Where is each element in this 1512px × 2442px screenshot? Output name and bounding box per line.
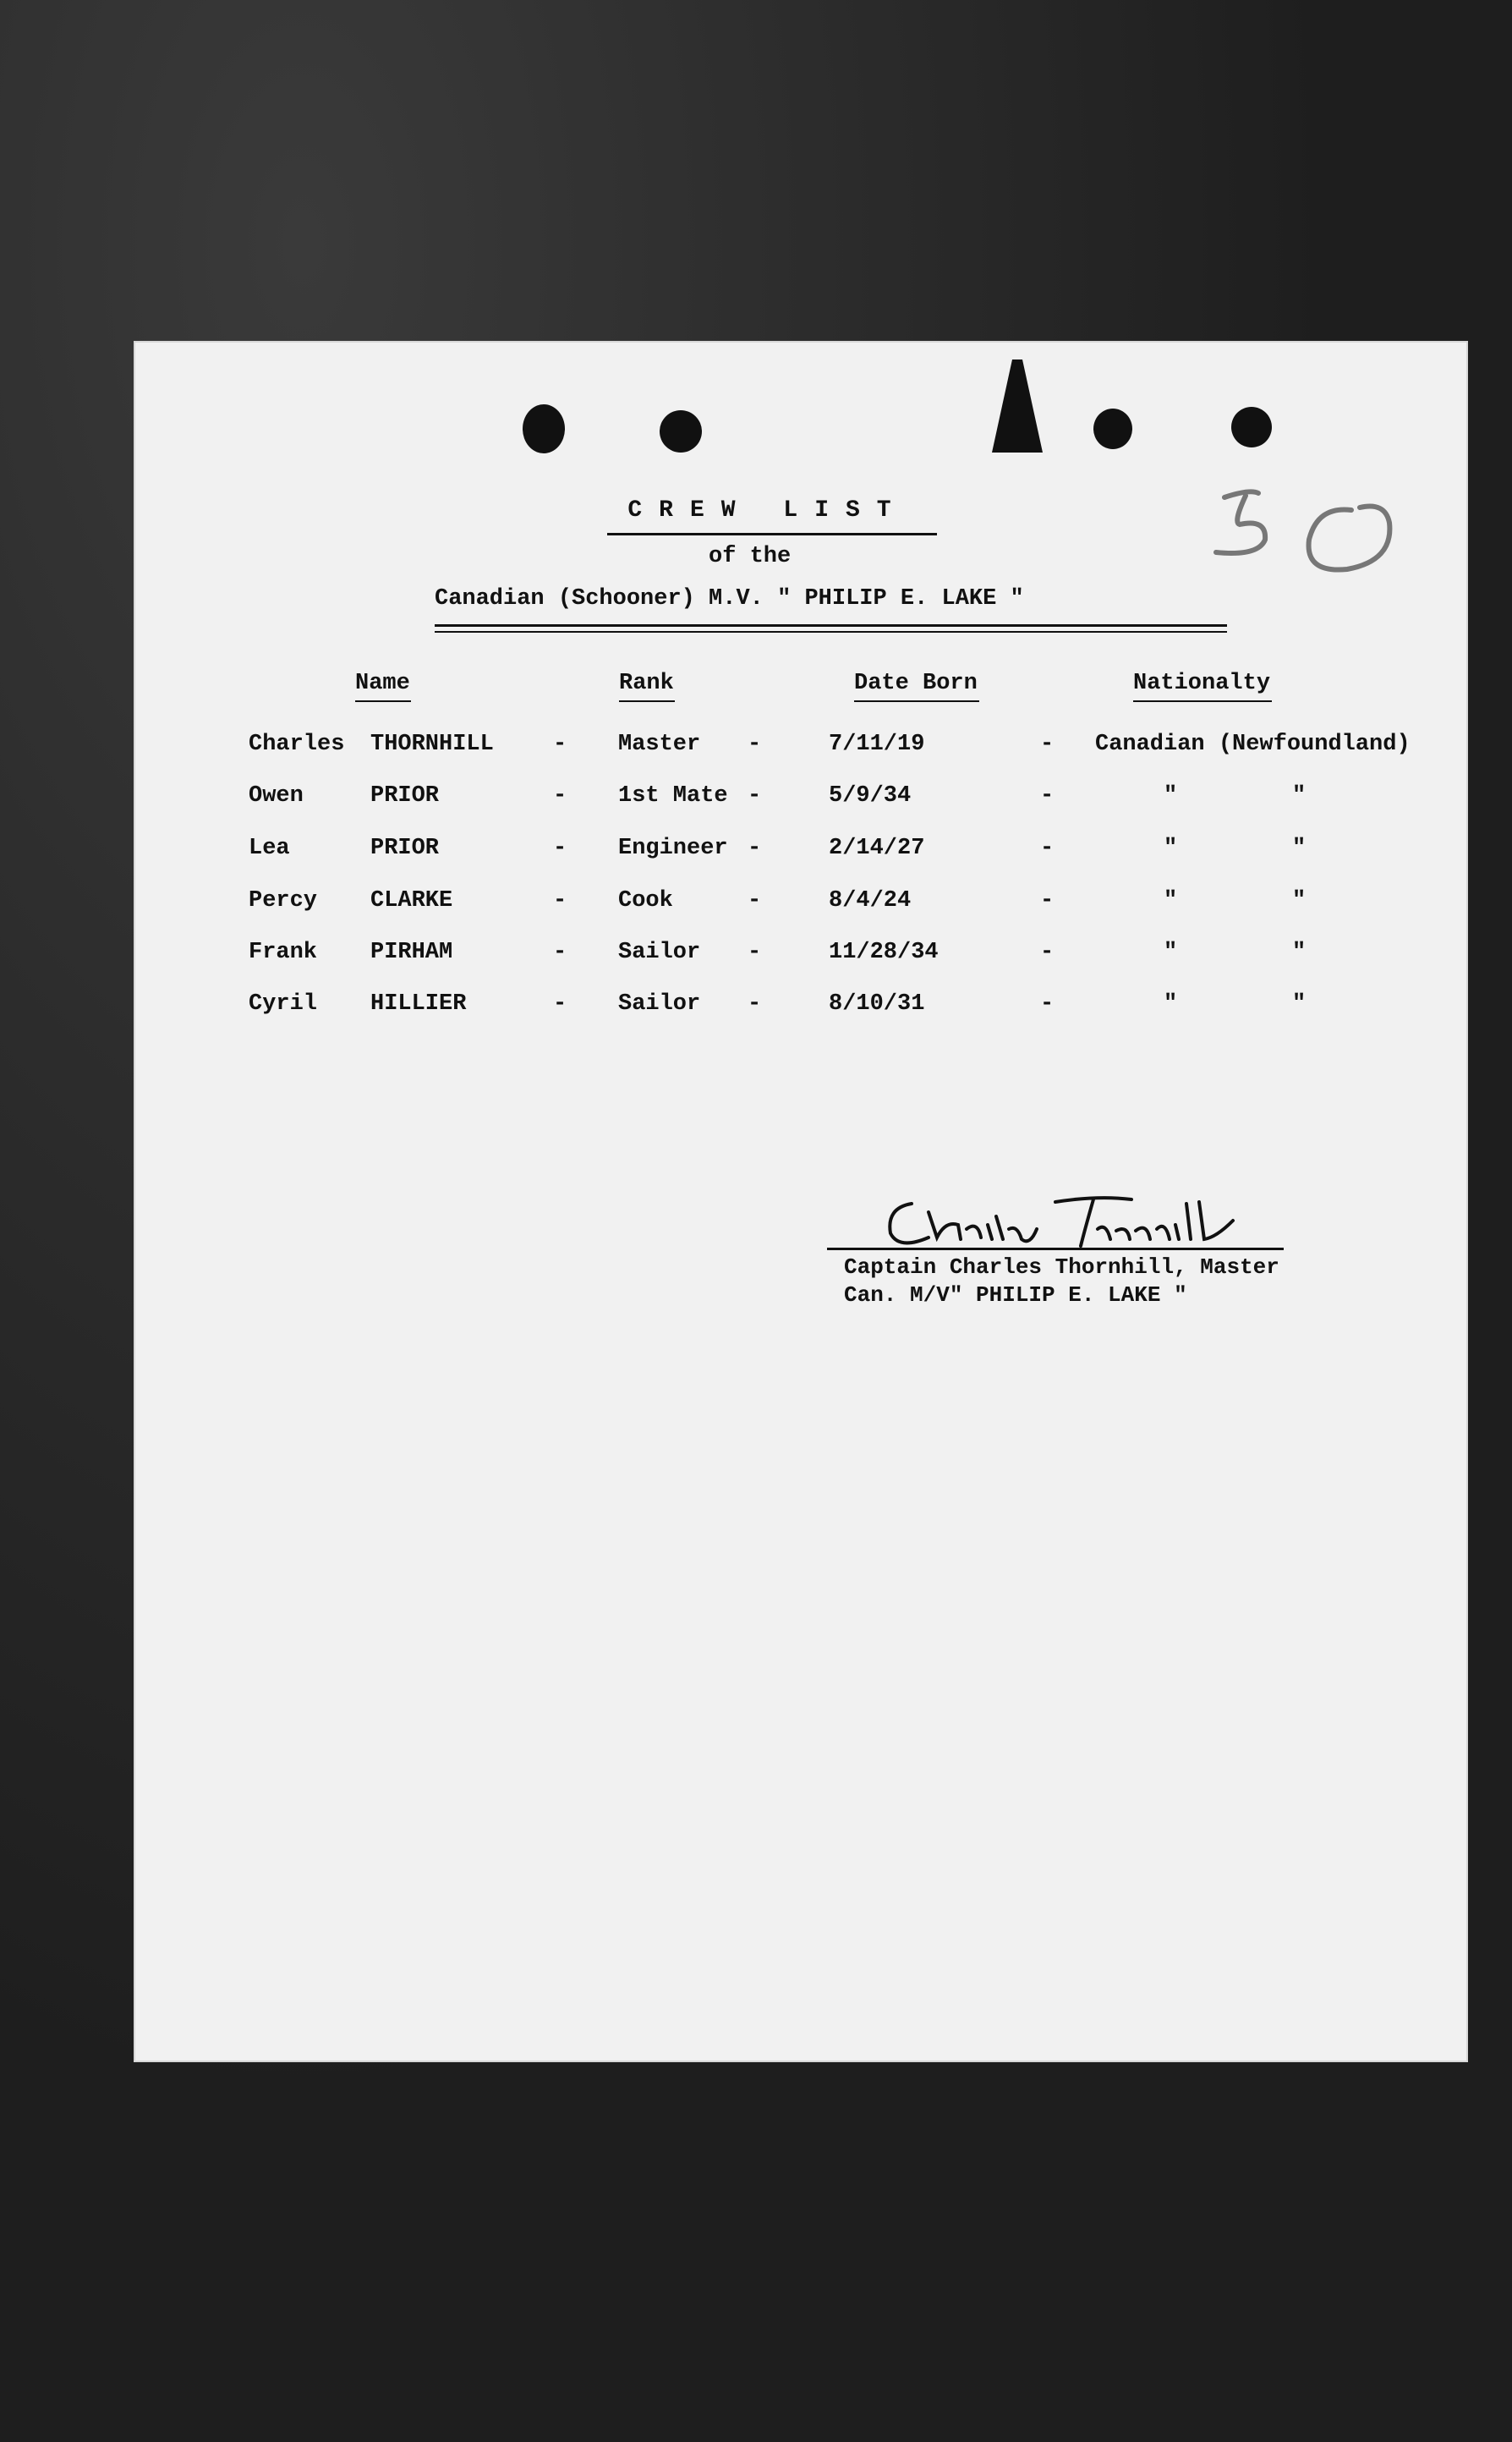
- separator-dash: -: [748, 836, 762, 861]
- separator-dash: -: [1040, 783, 1055, 809]
- punch-hole: [523, 404, 565, 453]
- crew-rank: Sailor: [618, 991, 701, 1017]
- ditto-mark: ": [1292, 940, 1307, 965]
- table-row: [134, 991, 1468, 1025]
- crew-nationality: Canadian (Newfoundland): [1095, 732, 1411, 757]
- ditto-mark: ": [1164, 991, 1178, 1017]
- document-page: [134, 341, 1468, 2062]
- header-nationality-underline: [1133, 700, 1272, 702]
- punch-hole: [1093, 409, 1132, 449]
- crew-first-name: Percy: [249, 888, 318, 914]
- crew-last-name: PRIOR: [370, 836, 440, 861]
- header-rank-underline: [619, 700, 675, 702]
- crew-rank: Cook: [618, 888, 673, 914]
- crew-last-name: CLARKE: [370, 888, 453, 914]
- signature-caption-name: Captain Charles Thornhill, Master: [844, 1254, 1279, 1280]
- crew-last-name: THORNHILL: [370, 732, 494, 757]
- crew-rank: Master: [618, 732, 701, 757]
- header-rank: Rank: [619, 671, 674, 696]
- separator-dash: -: [748, 940, 762, 965]
- separator-dash: -: [553, 783, 567, 809]
- header-nationality: Nationalty: [1133, 671, 1271, 696]
- crew-last-name: PRIOR: [370, 783, 440, 809]
- vessel-underline: [435, 624, 1227, 627]
- crew-date-born: 8/4/24: [829, 888, 912, 914]
- document-subtitle: of the: [709, 544, 792, 569]
- crew-first-name: Cyril: [249, 991, 318, 1017]
- crew-first-name: Owen: [249, 783, 304, 809]
- punch-hole: [1231, 407, 1272, 447]
- ditto-mark: ": [1164, 836, 1178, 861]
- table-row: [134, 783, 1468, 817]
- ditto-mark: ": [1164, 940, 1178, 965]
- separator-dash: -: [748, 888, 762, 914]
- header-name: Name: [355, 671, 410, 696]
- separator-dash: -: [748, 991, 762, 1017]
- title-underline: [607, 533, 937, 535]
- document-title: CREW LIST: [627, 497, 908, 524]
- header-date-born-underline: [854, 700, 979, 702]
- crew-rank: Sailor: [618, 940, 701, 965]
- crew-date-born: 2/14/27: [829, 836, 925, 861]
- table-row: [134, 836, 1468, 870]
- separator-dash: -: [1040, 836, 1055, 861]
- ditto-mark: ": [1292, 783, 1307, 809]
- signature-line: [827, 1248, 1284, 1250]
- separator-dash: -: [1040, 991, 1055, 1017]
- crew-first-name: Frank: [249, 940, 318, 965]
- crew-date-born: 8/10/31: [829, 991, 925, 1017]
- handwritten-page-number: [1199, 472, 1444, 582]
- crew-first-name: Charles: [249, 732, 345, 757]
- crew-last-name: PIRHAM: [370, 940, 453, 965]
- vessel-underline-double: [435, 631, 1227, 633]
- separator-dash: -: [748, 783, 762, 809]
- ditto-mark: ": [1292, 888, 1307, 914]
- table-row: [134, 732, 1468, 766]
- separator-dash: -: [1040, 888, 1055, 914]
- crew-last-name: HILLIER: [370, 991, 467, 1017]
- crew-rank: 1st Mate: [618, 783, 728, 809]
- separator-dash: -: [553, 940, 567, 965]
- crew-rank: Engineer: [618, 836, 728, 861]
- crew-date-born: 7/11/19: [829, 732, 925, 757]
- crew-date-born: 5/9/34: [829, 783, 912, 809]
- ditto-mark: ": [1164, 888, 1178, 914]
- table-row: [134, 888, 1468, 922]
- punch-hole: [660, 410, 702, 453]
- table-row: [134, 940, 1468, 974]
- ditto-mark: ": [1164, 783, 1178, 809]
- header-name-underline: [355, 700, 411, 702]
- vessel-line: Canadian (Schooner) M.V. " PHILIP E. LAKE ": [435, 586, 1024, 612]
- separator-dash: -: [1040, 732, 1055, 757]
- header-date-born: Date Born: [854, 671, 978, 696]
- separator-dash: -: [1040, 940, 1055, 965]
- ditto-mark: ": [1292, 836, 1307, 861]
- signature-caption-vessel: Can. M/V" PHILIP E. LAKE ": [844, 1282, 1187, 1308]
- handwritten-signature: [878, 1187, 1267, 1254]
- separator-dash: -: [748, 732, 762, 757]
- separator-dash: -: [553, 836, 567, 861]
- separator-dash: -: [553, 888, 567, 914]
- separator-dash: -: [553, 732, 567, 757]
- crew-first-name: Lea: [249, 836, 290, 861]
- crew-date-born: 11/28/34: [829, 940, 939, 965]
- separator-dash: -: [553, 991, 567, 1017]
- punch-tear: [992, 359, 1043, 453]
- ditto-mark: ": [1292, 991, 1307, 1017]
